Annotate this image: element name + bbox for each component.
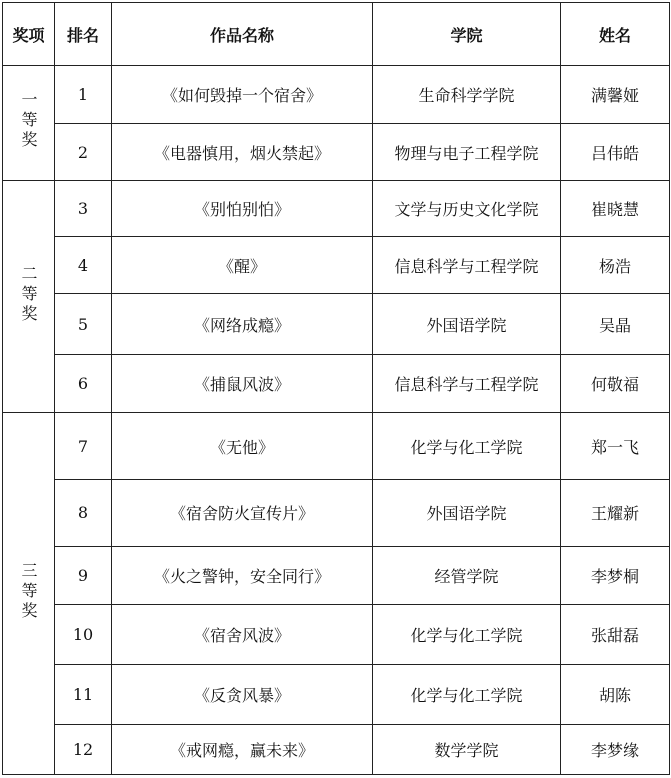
table-row [3, 664, 670, 724]
work-cell: 《无他》 [112, 413, 373, 479]
college-cell: 生命科学学院 [373, 66, 561, 124]
table-row [3, 724, 670, 774]
college-cell: 文学与历史文化学院 [373, 181, 561, 237]
work-cell: 《反贪风暴》 [112, 664, 373, 724]
rank-cell: 3 [55, 181, 112, 237]
table-row [3, 237, 670, 294]
name-cell: 李梦缘 [561, 724, 670, 774]
work-cell: 《宿舍防火宣传片》 [112, 479, 373, 546]
college-cell: 外国语学院 [373, 294, 561, 355]
work-cell: 《宿舍风波》 [112, 604, 373, 664]
header-college: 学院 [373, 3, 561, 66]
table-row [3, 546, 670, 604]
name-cell: 张甜磊 [561, 604, 670, 664]
table-row [3, 124, 670, 181]
college-cell: 物理与电子工程学院 [373, 124, 561, 181]
rank-cell: 1 [55, 66, 112, 124]
rank-cell: 5 [55, 294, 112, 355]
work-cell: 《电器慎用，烟火禁起》 [112, 124, 373, 181]
college-cell: 数学学院 [373, 724, 561, 774]
name-cell: 吕伟皓 [561, 124, 670, 181]
work-cell: 《别怕别怕》 [112, 181, 373, 237]
table-row [3, 294, 670, 355]
table-row [3, 66, 670, 124]
college-cell: 信息科学与工程学院 [373, 237, 561, 294]
work-cell: 《戒网瘾，赢未来》 [112, 724, 373, 774]
table-row [3, 604, 670, 664]
college-cell: 信息科学与工程学院 [373, 355, 561, 413]
name-cell: 王耀新 [561, 479, 670, 546]
name-cell: 满馨娅 [561, 66, 670, 124]
rank-cell: 11 [55, 664, 112, 724]
rank-cell: 10 [55, 604, 112, 664]
work-cell: 《捕鼠风波》 [112, 355, 373, 413]
header-work: 作品名称 [112, 3, 373, 66]
work-cell: 《网络成瘾》 [112, 294, 373, 355]
name-cell: 吴晶 [561, 294, 670, 355]
work-cell: 《醒》 [112, 237, 373, 294]
name-cell: 杨浩 [561, 237, 670, 294]
work-cell: 《火之警钟，安全同行》 [112, 546, 373, 604]
name-cell: 何敬福 [561, 355, 670, 413]
college-cell: 经管学院 [373, 546, 561, 604]
awards-table [2, 2, 670, 775]
award-cell-second: 二等奖 [3, 181, 55, 413]
college-cell: 化学与化工学院 [373, 604, 561, 664]
rank-cell: 2 [55, 124, 112, 181]
rank-cell: 12 [55, 724, 112, 774]
rank-cell: 6 [55, 355, 112, 413]
rank-cell: 7 [55, 413, 112, 479]
table-row [3, 355, 670, 413]
header-rank: 排名 [55, 3, 112, 66]
award-cell-first: 一等奖 [3, 66, 55, 181]
header-name: 姓名 [561, 3, 670, 66]
college-cell: 外国语学院 [373, 479, 561, 546]
rank-cell: 8 [55, 479, 112, 546]
name-cell: 郑一飞 [561, 413, 670, 479]
college-cell: 化学与化工学院 [373, 413, 561, 479]
name-cell: 胡陈 [561, 664, 670, 724]
table-row [3, 479, 670, 546]
table-row [3, 413, 670, 479]
table-row [3, 181, 670, 237]
work-cell: 《如何毁掉一个宿舍》 [112, 66, 373, 124]
rank-cell: 9 [55, 546, 112, 604]
name-cell: 崔晓慧 [561, 181, 670, 237]
header-award: 奖项 [3, 3, 55, 66]
college-cell: 化学与化工学院 [373, 664, 561, 724]
name-cell: 李梦桐 [561, 546, 670, 604]
award-cell-third: 三等奖 [3, 413, 55, 775]
header-row [3, 3, 670, 66]
rank-cell: 4 [55, 237, 112, 294]
